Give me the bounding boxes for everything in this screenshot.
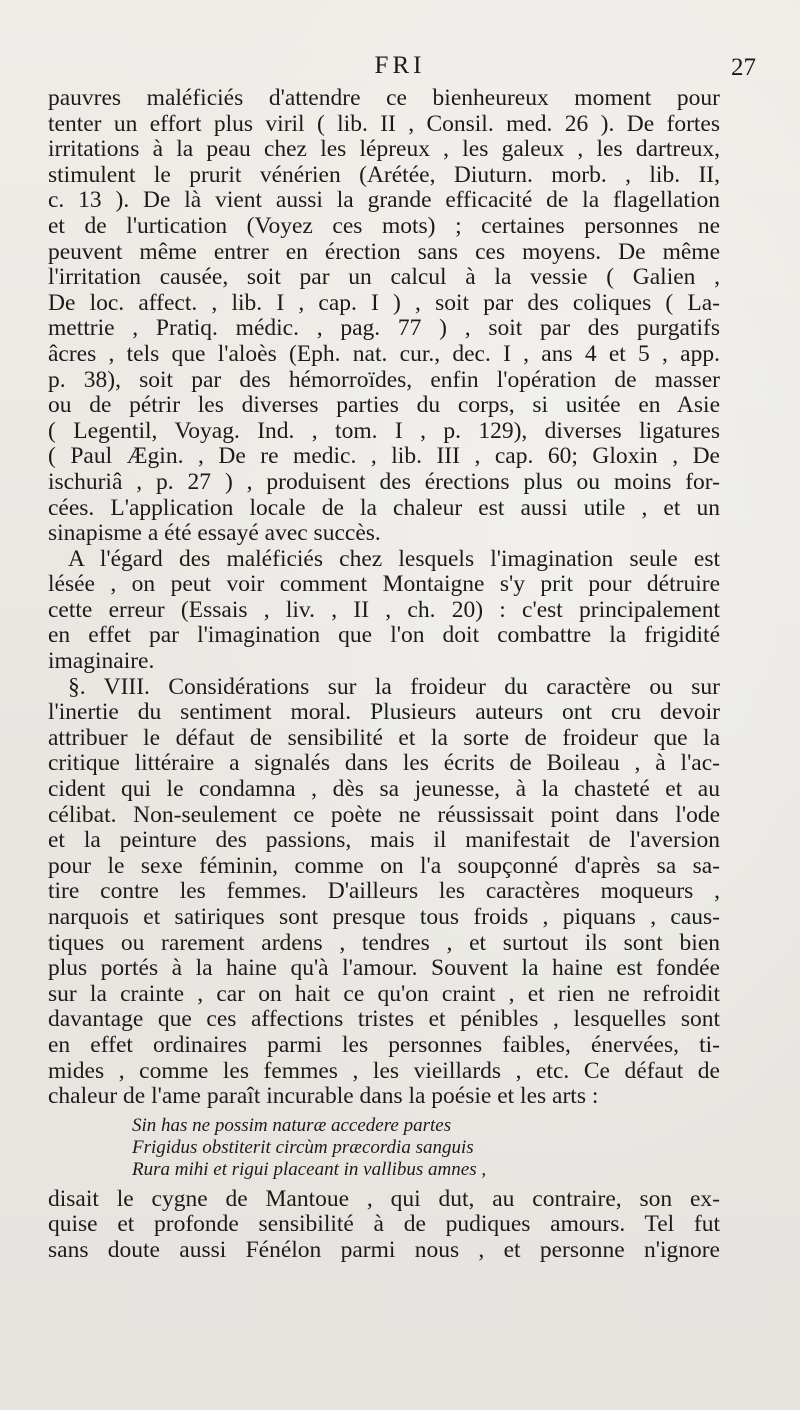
body-text bbox=[48, 86, 720, 1264]
text-line: quise et profonde sensibilité à de pudiques amours. Tel fut bbox=[48, 1212, 720, 1238]
text-line: sur la crainte , car on hait ce qu'on craint , et rien ne refroidit bbox=[48, 981, 720, 1007]
text-line: sans doute aussi Fénélon parmi nous , et personne n'ignore bbox=[48, 1237, 720, 1263]
text-line: davantage que ces affections tristes et pénibles , lesquelles sont bbox=[48, 1007, 720, 1033]
text-line: chaleur de l'ame paraît incurable dans la poésie et les arts : bbox=[48, 1084, 599, 1110]
text-line: peuvent même entrer en érection sans ces moyens. De même bbox=[48, 239, 720, 265]
text-line: mides , comme les femmes , les vieillards , etc. Ce défaut de bbox=[48, 1058, 720, 1084]
text-line: et la peinture des passions, mais il manifestait de l'aversion bbox=[48, 828, 720, 854]
text-line: ischuriâ , p. 27 ) , produisent des érections plus ou moins for- bbox=[48, 469, 720, 495]
text-line: irritations à la peau chez les lépreux , les galeux , les dartreux, bbox=[48, 137, 720, 163]
text-line: narquois et satiriques sont presque tous froids , piquans , caus- bbox=[48, 905, 720, 930]
page-number: 27 bbox=[731, 54, 756, 81]
running-head: FRI bbox=[374, 52, 426, 79]
text-line: imaginaire. bbox=[48, 649, 155, 675]
text-line: ou de pétrir les diverses parties du corps, si usitée en Asie bbox=[48, 393, 720, 419]
text-line: ( Legentil, Voyag. Ind. , tom. I , p. 129), diverses ligatures bbox=[48, 418, 720, 444]
text-line: disait le cygne de Mantoue , qui dut, au contraire, son ex- bbox=[48, 1186, 720, 1212]
text-line: l'irritation causée, soit par un calcul à la vessie ( Galien , bbox=[48, 265, 720, 291]
text-line: critique littéraire a signalés dans les écrits de Boileau , à l'ac- bbox=[48, 751, 720, 777]
text-line: sinapisme a été essayé avec succès. bbox=[48, 521, 381, 547]
verse-line: Frigidus obstiterit circùm præcordia sanguis bbox=[132, 1136, 474, 1158]
text-line: cées. L'application locale de la chaleur est aussi utile , et un bbox=[48, 495, 720, 521]
text-line: mettrie , Pratiq. médic. , pag. 77 ) , soit par des purgatifs bbox=[48, 316, 720, 342]
text-line: âcres , tels que l'aloès (Eph. nat. cur., dec. I , ans 4 et 5 , app. bbox=[48, 341, 720, 367]
text-line: A l'égard des maléficiés chez lesquels l'imagination seule est bbox=[68, 546, 720, 572]
text-line: tenter un effort plus viril ( lib. II , Consil. med. 26 ). De fortes bbox=[48, 111, 720, 137]
text-line: plus portés à la haine qu'à l'amour. Souvent la haine est fondée bbox=[48, 956, 720, 982]
section-heading-line: §. VIII. Considérations sur la froideur du caractère ou sur bbox=[68, 674, 720, 700]
text-line: pauvres maléficiés d'attendre ce bienheureux moment pour bbox=[48, 86, 720, 111]
text-line: en effet par l'imagination que l'on doit combattre la frigidité bbox=[48, 623, 720, 649]
page-header bbox=[30, 52, 770, 82]
text-line: cident qui le condamna , dès sa jeunesse, à la chasteté et au bbox=[48, 777, 720, 803]
text-line: attribuer le défaut de sensibilité et la sorte de froideur que la bbox=[48, 725, 720, 751]
text-line: c. 13 ). De là vient aussi la grande efficacité de la flagellation bbox=[48, 188, 720, 214]
text-line: tire contre les femmes. D'ailleurs les caractères moqueurs , bbox=[48, 879, 720, 905]
text-line: en effet ordinaires parmi les personnes faibles, énervées, ti- bbox=[48, 1032, 720, 1058]
text-line: lésée , on peut voir comment Montaigne s'y prit pour détruire bbox=[48, 572, 720, 598]
text-line: p. 38), soit par des hémorroïdes, enfin l'opération de masser bbox=[48, 367, 720, 393]
text-line: ( Paul Ægin. , De re medic. , lib. III , cap. 60; Gloxin , De bbox=[48, 444, 720, 470]
text-line: stimulent le prurit vénérien (Arétée, Diuturn. morb. , lib. II, bbox=[48, 162, 720, 188]
text-line: célibat. Non-seulement ce poète ne réussissait point dans l'ode bbox=[48, 802, 720, 828]
text-line: l'inertie du sentiment moral. Plusieurs auteurs ont cru devoir bbox=[48, 700, 720, 726]
text-line: tiques ou rarement ardens , tendres , et surtout ils sont bien bbox=[48, 930, 720, 956]
verse-line: Sin has ne possim naturæ accedere partes bbox=[132, 1114, 452, 1136]
text-line: cette erreur (Essais , liv. , II , ch. 20) : c'est principalement bbox=[48, 597, 720, 623]
text-line: De loc. affect. , lib. I , cap. I ) , soit par des coliques ( La- bbox=[48, 290, 720, 316]
text-line: pour le sexe féminin, comme on l'a soupçonné d'après sa sa- bbox=[48, 853, 720, 879]
verse-line: Rura mihi et rigui placeant in vallibus amnes , bbox=[132, 1158, 487, 1180]
text-line: et de l'urtication (Voyez ces mots) ; certaines personnes ne bbox=[48, 213, 720, 239]
